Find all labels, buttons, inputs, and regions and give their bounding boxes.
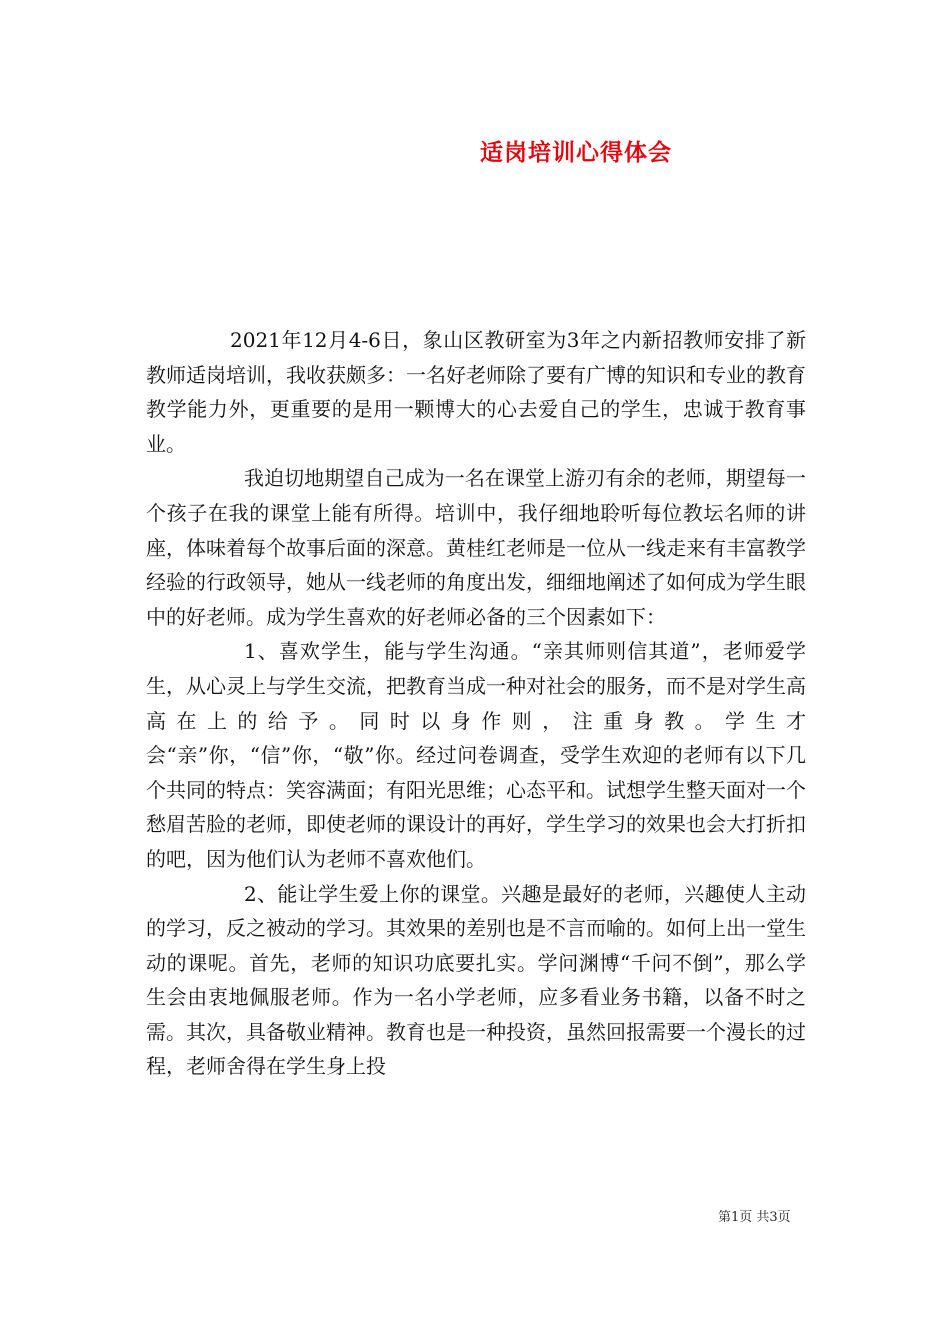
document-title: 适岗培训心得体会	[480, 139, 672, 166]
page-number-footer: 第1页 共3页	[718, 1210, 791, 1225]
paragraph-expectation: 我迫切地期望自己成为一名在课堂上游刃有余的老师，期望每一个孩子在我的课堂上能有所得。培训中，我仔细地聆听每位教坛名师的讲座，体味着每个故事后面的深意。黄桂红老师是一位从一线走来有丰富教学经验的行政领导，她从一线老师的角度出发，细细地阐述了如何成为学生眼中的好老师。成为学生喜欢的好老师必备的三个因素如下：	[146, 466, 806, 629]
paragraph-point-1: 1、喜欢学生，能与学生沟通。“亲其师则信其道”，老师爱学生，从心灵上与学生交流，把教育当成一种对社会的服务，而不是对学生高高在上的给予。同时以身作则，注重身教。学生才会“亲”你，“信”你，“敬”你。经过问卷调查，受学生欢迎的老师有以下几个共同的特点：笑容满面；有阳光思维；心态平和。试想学生整天面对一个愁眉苦脸的老师，即使老师的课设计的再好，学生学习的效果也会大打折扣的吧，因为他们认为老师不喜欢他们。	[146, 639, 806, 871]
document-body	[146, 323, 806, 1084]
paragraph-point-2: 2、能让学生爱上你的课堂。兴趣是最好的老师，兴趣使人主动的学习，反之被动的学习。其效果的差别也是不言而喻的。如何上出一堂生动的课呢。首先，老师的知识功底要扎实。学问渊博“千问不倒”，那么学生会由衷地佩服老师。作为一名小学老师，应多看业务书籍，以备不时之需。其次，具备敬业精神。教育也是一种投资，虽然回报需要一个漫长的过程，老师舍得在学生身上投	[146, 881, 806, 1079]
paragraph-intro: 2021年12月4-6日，象山区教研室为3年之内新招教师安排了新教师适岗培训，我收获颇多：一名好老师除了要有广博的知识和专业的教育教学能力外，更重要的是用一颗博大的心去爱自己的学生，忠诚于教育事业。	[146, 328, 806, 456]
